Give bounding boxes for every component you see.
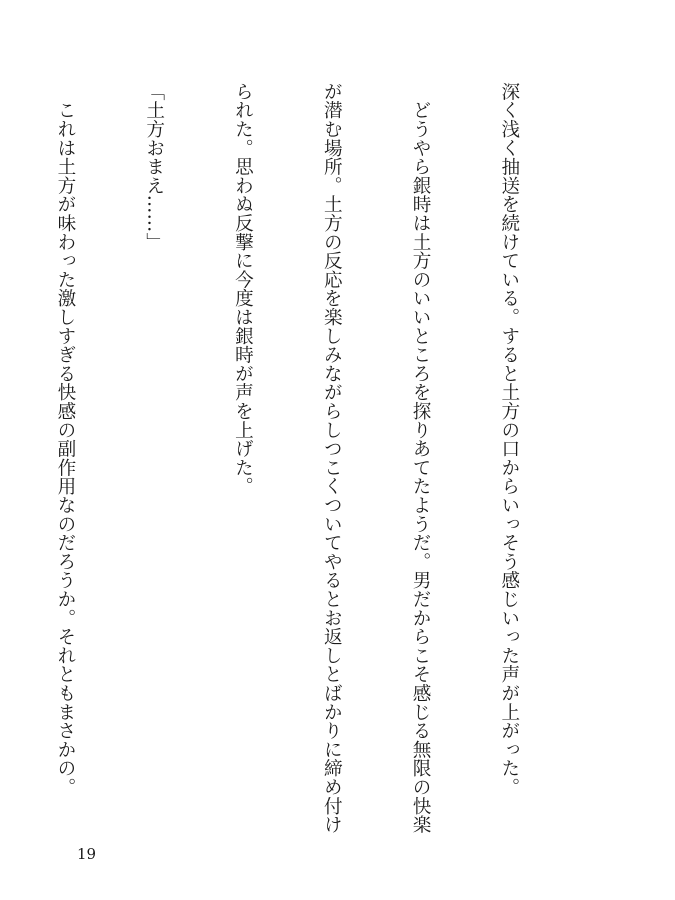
text-line: どうやら銀時は土方のいいところを探りあてたようだ。男だからこそ感じる無限の快楽 [410, 82, 432, 834]
vertical-text-block [0, 82, 583, 834]
text-line: 「土方おまえ……」 [143, 82, 165, 252]
text-line: が潜む場所。土方の反応を楽しみながらしつこくついてやるとお返しとばかりに締め付け [321, 82, 343, 834]
text-line: られた。思わぬ反撃に今度は銀時が声を上げた。 [232, 82, 254, 496]
page-number: 19 [77, 845, 97, 863]
text-line: これは土方が味わった激しすぎる快感の副作用なのだろうか。それともまさかの。 [54, 82, 76, 797]
text-line: 深く浅く抽送を続けている。すると土方の口からいっそう感じいった声が上がった。 [498, 82, 520, 797]
